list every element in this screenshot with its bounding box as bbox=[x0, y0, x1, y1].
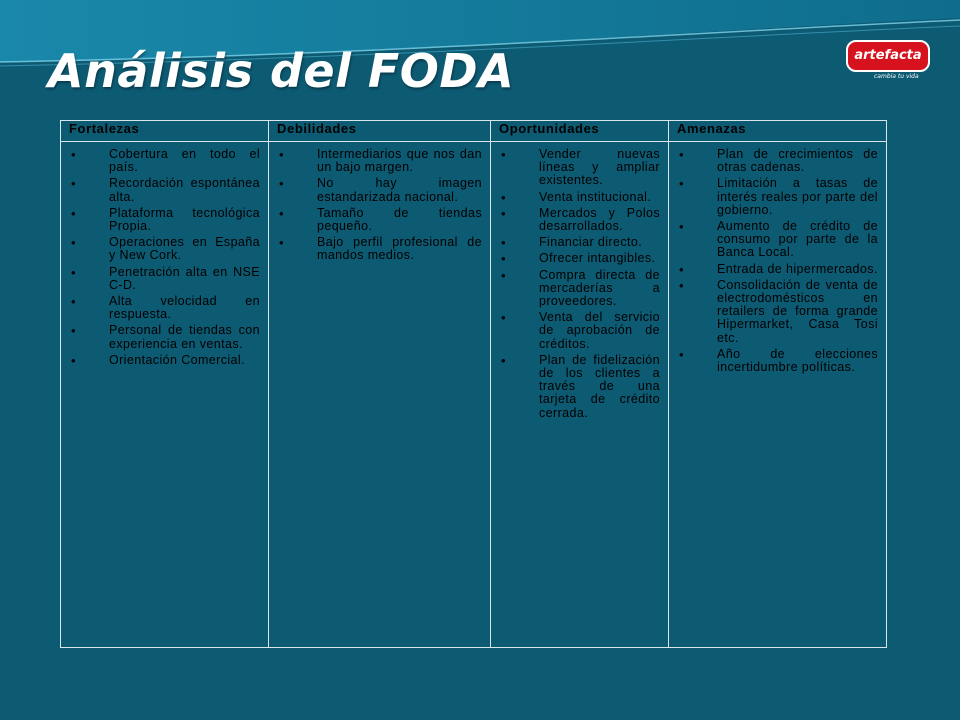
bullet-dot-icon: • bbox=[279, 235, 284, 251]
list-item-text: Año de elecciones incertidumbre políticas. bbox=[717, 346, 878, 375]
list-item bbox=[677, 177, 878, 217]
bullet-dot-icon: • bbox=[279, 147, 284, 162]
list-item bbox=[69, 177, 260, 203]
bullet-dot-icon: • bbox=[501, 267, 506, 283]
logo-tagline: cambia tu vida bbox=[874, 73, 919, 80]
bullet-dot-icon: • bbox=[679, 261, 684, 277]
list-item-text: Financiar directo. bbox=[539, 235, 643, 250]
list-item bbox=[499, 354, 660, 420]
list-item bbox=[499, 148, 660, 188]
bullet-dot-icon: • bbox=[71, 235, 76, 251]
header-oportunidades: Oportunidades bbox=[491, 121, 669, 142]
header-amenazas: Amenazas bbox=[669, 121, 887, 142]
list-item bbox=[69, 324, 260, 350]
list-item-text: Cobertura en todo el país. bbox=[109, 147, 260, 175]
oportunidades-cell bbox=[491, 142, 669, 648]
list-item-text: Plan de crecimientos de otras cadenas. bbox=[717, 147, 878, 175]
bullet-dot-icon: • bbox=[279, 205, 284, 221]
table-body-row bbox=[61, 142, 887, 648]
bullet-dot-icon: • bbox=[501, 147, 506, 162]
list-item bbox=[277, 148, 482, 174]
list-item bbox=[499, 311, 660, 351]
list-item bbox=[69, 354, 260, 367]
bullet-dot-icon: • bbox=[679, 147, 684, 162]
list-item bbox=[69, 266, 260, 292]
bullet-dot-icon: • bbox=[501, 189, 506, 205]
list-item-text: Plan de fidelización de los clientes a través de una tarjeta de crédito cerrada. bbox=[539, 352, 660, 420]
list-item bbox=[69, 207, 260, 233]
bullet-dot-icon: • bbox=[679, 277, 684, 293]
fortalezas-list bbox=[61, 148, 268, 367]
list-item-text: Tamaño de tiendas pequeño. bbox=[317, 205, 482, 234]
list-item-text: Recordación espontánea alta. bbox=[109, 176, 260, 204]
list-item bbox=[499, 236, 660, 249]
list-item bbox=[499, 207, 660, 233]
list-item bbox=[677, 263, 878, 276]
list-item-text: Venta del servicio de aprobación de créditos. bbox=[539, 310, 660, 351]
oportunidades-list bbox=[491, 148, 668, 420]
list-item-text: Entrada de hipermercados. bbox=[717, 261, 878, 276]
list-item bbox=[677, 279, 878, 345]
bullet-dot-icon: • bbox=[279, 176, 284, 192]
fortalezas-cell bbox=[61, 142, 269, 648]
bullet-dot-icon: • bbox=[501, 205, 506, 221]
debilidades-cell bbox=[269, 142, 491, 648]
bullet-dot-icon: • bbox=[501, 310, 506, 326]
header-fortalezas: Fortalezas bbox=[61, 121, 269, 142]
list-item bbox=[677, 348, 878, 374]
bullet-dot-icon: • bbox=[679, 219, 684, 235]
list-item bbox=[277, 177, 482, 203]
list-item-text: No hay imagen estandarizada nacional. bbox=[317, 176, 482, 204]
debilidades-list bbox=[269, 148, 490, 263]
list-item-text: Mercados y Polos desarrollados. bbox=[539, 205, 660, 234]
bullet-dot-icon: • bbox=[71, 264, 76, 280]
table-header-row bbox=[61, 121, 887, 142]
list-item-text: Plataforma tecnológica Propia. bbox=[109, 205, 260, 234]
artefacta-logo bbox=[846, 40, 930, 84]
bullet-dot-icon: • bbox=[71, 352, 76, 368]
list-item-text: Bajo perfil profesional de mandos medios. bbox=[317, 235, 482, 263]
bullet-dot-icon: • bbox=[679, 176, 684, 192]
list-item bbox=[499, 252, 660, 265]
list-item bbox=[677, 148, 878, 174]
amenazas-list bbox=[669, 148, 886, 374]
list-item bbox=[69, 295, 260, 321]
foda-table bbox=[60, 120, 887, 648]
list-item-text: Ofrecer intangibles. bbox=[539, 251, 656, 266]
bullet-dot-icon: • bbox=[71, 176, 76, 192]
bullet-dot-icon: • bbox=[501, 251, 506, 267]
list-item bbox=[277, 236, 482, 262]
amenazas-cell bbox=[669, 142, 887, 648]
list-item-text: Limitación a tasas de interés reales por parte del gobierno. bbox=[717, 176, 878, 217]
list-item-text: Orientación Comercial. bbox=[109, 352, 245, 367]
bullet-dot-icon: • bbox=[501, 235, 506, 251]
list-item bbox=[277, 207, 482, 233]
list-item bbox=[499, 191, 660, 204]
list-item-text: Penetración alta en NSE C-D. bbox=[109, 264, 260, 292]
bullet-dot-icon: • bbox=[71, 294, 76, 310]
list-item-text: Intermediarios que nos dan un bajo margen. bbox=[317, 147, 482, 175]
list-item-text: Operaciones en España y New Cork. bbox=[109, 235, 260, 263]
list-item-text: Compra directa de mercaderías a proveedores. bbox=[539, 267, 660, 309]
slide-title: Análisis del FODA bbox=[48, 44, 515, 98]
list-item bbox=[69, 236, 260, 262]
list-item bbox=[677, 220, 878, 260]
list-item-text: Vender nuevas líneas y ampliar existentes. bbox=[539, 147, 660, 188]
list-item-text: Consolidación de venta de electrodomésticos en retailers de forma grande Hipermarket, Casa Tosi etc. bbox=[717, 277, 878, 345]
bullet-dot-icon: • bbox=[679, 346, 684, 362]
bullet-dot-icon: • bbox=[71, 323, 76, 339]
list-item-text: Personal de tiendas con experiencia en ventas. bbox=[109, 323, 260, 351]
list-item-text: Venta institucional. bbox=[539, 189, 652, 204]
list-item-text: Aumento de crédito de consumo por parte de la Banca Local. bbox=[717, 219, 878, 260]
logo-wordmark: artefacta bbox=[846, 40, 930, 72]
list-item-text: Alta velocidad en respuesta. bbox=[109, 294, 260, 322]
bullet-dot-icon: • bbox=[501, 352, 506, 368]
header-debilidades: Debilidades bbox=[269, 121, 491, 142]
bullet-dot-icon: • bbox=[71, 147, 76, 162]
bullet-dot-icon: • bbox=[71, 205, 76, 221]
list-item bbox=[69, 148, 260, 174]
list-item bbox=[499, 269, 660, 309]
